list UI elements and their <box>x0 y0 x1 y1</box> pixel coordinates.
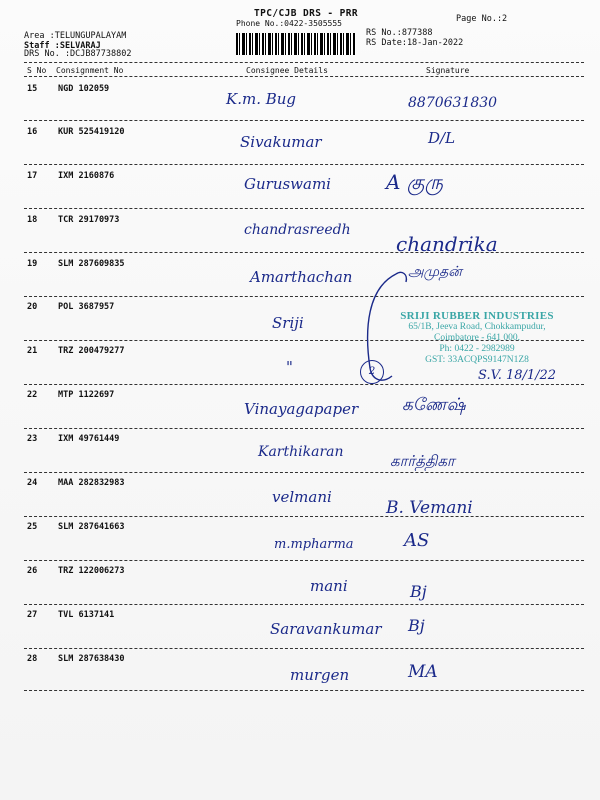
stamp-address-line2: Coimbatore - 641 000. <box>433 333 520 343</box>
row-signature: MA <box>408 662 438 682</box>
row-sno: 25 <box>27 522 38 532</box>
row-consignment: POL 3687957 <box>58 302 115 312</box>
row-consignment: SLM 287609835 <box>58 259 125 269</box>
row-divider <box>24 384 584 385</box>
row-signature: Bj <box>410 582 427 601</box>
row-sno: 16 <box>27 127 38 137</box>
row-divider <box>24 252 584 253</box>
row-divider <box>24 604 584 605</box>
row-divider <box>24 428 584 429</box>
row-sno: 15 <box>27 84 38 94</box>
stamp-gst: GST: 33ACQPS9147N1Z8 <box>425 355 529 365</box>
row-signature: கணேஷ் <box>402 395 466 415</box>
row-divider <box>24 120 584 121</box>
row-consignment: MAA 282832983 <box>58 478 125 488</box>
row-consignment: NGD 102059 <box>58 84 110 94</box>
rs-date: RS Date:18-Jan-2022 <box>366 38 464 48</box>
stamp-phone: Ph: 0422 - 2982989 <box>439 344 515 354</box>
row-consignee: Guruswami <box>244 175 331 193</box>
barcode-image <box>236 33 356 55</box>
row-sno: 26 <box>27 566 38 576</box>
stamp-company-name: SRIJI RUBBER INDUSTRIES <box>400 310 554 322</box>
row-consignment: IXM 49761449 <box>58 434 120 444</box>
row-sno: 22 <box>27 390 38 400</box>
row-divider <box>24 296 584 297</box>
row-signature: AS <box>404 530 430 551</box>
row-signature: அமுதன் <box>408 264 462 280</box>
row-consignee: Sriji <box>272 314 304 332</box>
row-sno: 23 <box>27 434 38 444</box>
row-consignee: Saravankumar <box>270 620 382 638</box>
phone-number: Phone No.:0422-3505555 <box>236 19 342 28</box>
page-number: Page No.:2 <box>456 14 508 24</box>
row-signature: chandrika <box>396 232 498 256</box>
row-consignment: TVL 6137141 <box>58 610 115 620</box>
row-signature: D/L <box>428 129 456 147</box>
row-consignee: Karthikaran <box>258 444 344 460</box>
row-divider <box>24 208 584 209</box>
row-signature: S.V. 18/1/22 <box>478 368 557 383</box>
row-consignee: mani <box>310 577 348 595</box>
row-consignment: TRZ 200479277 <box>58 346 125 356</box>
row-consignment: KUR 525419120 <box>58 127 125 137</box>
row-consignee: " <box>286 358 293 376</box>
area-label: Area :TELUNGUPALAYAM <box>24 31 127 41</box>
row-signature: கார்த்திகா <box>390 452 455 470</box>
row-consignee: K.m. Bug <box>226 90 297 108</box>
row-signature: 8870631830 <box>408 95 498 111</box>
staff-label: Staff :SELVARAJ <box>24 41 101 51</box>
row-divider <box>24 560 584 561</box>
row-signature: A குரு <box>386 170 443 194</box>
row-sno: 28 <box>27 654 38 664</box>
row-consignee: m.mpharma <box>274 537 354 552</box>
circled-note-icon: 2 <box>360 360 384 384</box>
header-top-rule <box>24 62 584 63</box>
header-bottom-rule <box>24 76 584 77</box>
row-sno: 21 <box>27 346 38 356</box>
drs-number: DRS No. :DCJB87738802 <box>24 49 132 59</box>
row-divider <box>24 472 584 473</box>
row-sno: 27 <box>27 610 38 620</box>
row-consignment: SLM 287641663 <box>58 522 125 532</box>
col-sno-header: S No <box>27 66 47 75</box>
col-consignee-header: Consignee Details <box>246 66 328 75</box>
stamp-address-line1: 65/1B, Jeeva Road, Chokkampudur, <box>408 322 546 332</box>
row-consignment: IXM 2160876 <box>58 171 115 181</box>
row-consignee: chandrasreedh <box>244 222 351 238</box>
row-consignee: velmani <box>272 488 332 506</box>
row-divider <box>24 648 584 649</box>
row-sno: 18 <box>27 215 38 225</box>
row-sno: 17 <box>27 171 38 181</box>
row-consignee: Amarthachan <box>250 268 353 286</box>
col-consignment-header: Consignment No <box>56 66 124 75</box>
sheet-title: TPC/CJB DRS - PRR <box>254 8 359 19</box>
row-sno: 20 <box>27 302 38 312</box>
row-signature: B. Vemani <box>386 498 473 518</box>
row-consignee: murgen <box>290 666 350 684</box>
row-consignee: Vinayagapaper <box>244 400 359 418</box>
row-consignment: TRZ 122006273 <box>58 566 125 576</box>
col-signature-header: Signature <box>426 66 470 75</box>
row-signature: Bj <box>408 616 425 635</box>
row-sno: 19 <box>27 259 38 269</box>
row-consignment: SLM 287638430 <box>58 654 125 664</box>
ink-bracket-icon <box>356 268 416 388</box>
row-consignee: Sivakumar <box>240 133 322 151</box>
row-consignment: TCR 29170973 <box>58 215 120 225</box>
row-sno: 24 <box>27 478 38 488</box>
row-divider <box>24 516 584 517</box>
row-divider <box>24 690 584 691</box>
row-divider <box>24 164 584 165</box>
rs-number: RS No.:877388 <box>366 28 433 38</box>
row-consignment: MTP 1122697 <box>58 390 115 400</box>
